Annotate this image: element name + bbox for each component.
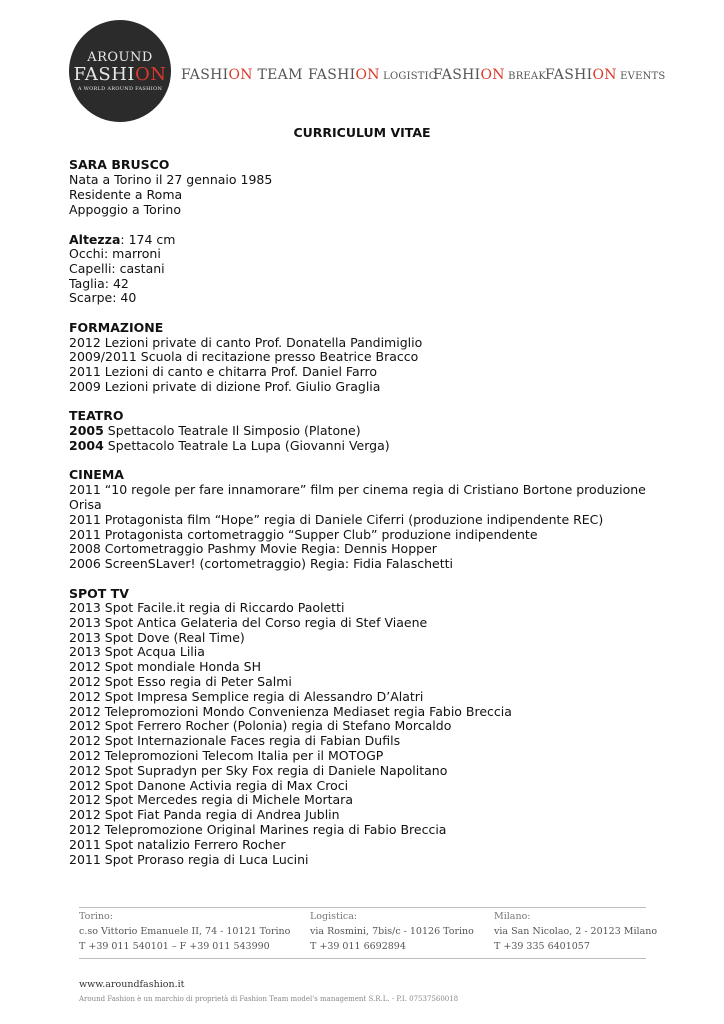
footer-office-address: c.so Vittorio Emanuele II, 74 - 10121 Torino [79,926,291,937]
formazione-item: 2012 Lezioni private di canto Prof. Donatella Pandimiglio [69,335,423,350]
spot-item: 2013 Spot Dove (Real Time) [69,630,245,645]
logo-line2: FASHION [73,64,167,85]
footer-office-phone: T +39 335 6401057 [494,941,590,952]
footer-office-address: via Rosmini, 7bis/c - 10126 Torino [310,926,474,937]
section-heading-spot-tv: SPOT TV [69,586,129,601]
formazione-item: 2009 Lezioni private di dizione Prof. Giulio Graglia [69,379,381,394]
spot-item: 2012 Spot Mercedes regia di Michele Mortara [69,792,353,807]
spot-item: 2013 Spot Facile.it regia di Riccardo Paoletti [69,600,345,615]
document-title: CURRICULUM VITAE [293,125,431,140]
personal-line: Appoggio a Torino [69,202,182,217]
spot-item: 2012 Spot Impresa Semplice regia di Alessandro D’Alatri [69,689,424,704]
cinema-item: 2011 Protagonista cortometraggio “Supper Club” produzione indipendente [69,527,538,542]
spot-item: 2012 Spot Danone Activia regia di Max Croci [69,778,349,793]
footer-office-city: Milano: [494,911,531,922]
formazione-item: 2009/2011 Scuola di recitazione presso Beatrice Bracco [69,349,419,364]
spot-item: 2012 Telepromozione Original Marines regia di Fabio Breccia [69,822,447,837]
spot-item: 2011 Spot natalizio Ferrero Rocher [69,837,286,852]
spot-item: 2012 Spot Supradyn per Sky Fox regia di Daniele Napolitano [69,763,448,778]
personal-line: Nata a Torino il 27 gennaio 1985 [69,172,273,187]
section-heading-cinema: CINEMA [69,467,124,482]
footer-office-address: via San Nicolao, 2 - 20123 Milano [494,926,658,937]
spot-item: 2011 Spot Proraso regia di Luca Lucini [69,852,309,867]
teatro-item: 2004 Spettacolo Teatrale La Lupa (Giovanni Verga) [69,438,390,453]
footer-office-phone: T +39 011 6692894 [310,941,406,952]
section-heading-formazione: FORMAZIONE [69,320,164,335]
formazione-item: 2011 Lezioni di canto e chitarra Prof. Daniel Farro [69,364,378,379]
brand-fashion-logistic: FASHION LOGISTIC [308,67,437,83]
spot-item: 2012 Spot Esso regia di Peter Salmi [69,674,292,689]
personal-line: Residente a Roma [69,187,183,202]
logo-tagline: A WORLD AROUND FASHION [77,86,163,92]
section-heading-teatro: TEATRO [69,408,124,423]
spot-item: 2012 Telepromozioni Telecom Italia per il MOTOGP [69,748,384,763]
spot-item: 2013 Spot Antica Gelateria del Corso regia di Stef Viaene [69,615,428,630]
teatro-item: 2005 Spettacolo Teatrale Il Simposio (Platone) [69,423,361,438]
spot-item: 2012 Spot mondiale Honda SH [69,659,261,674]
cinema-item: 2006 ScreenSLaver! (cortometraggio) Regia: Fidia Falaschetti [69,556,453,571]
brand-fashion-team: FASHION TEAM [181,67,303,83]
spot-item: 2012 Spot Fiat Panda regia di Andrea Jublin [69,807,340,822]
footer-top-divider [79,907,646,908]
attribute-line: Occhi: marroni [69,246,161,261]
spot-item: 2012 Spot Ferrero Rocher (Polonia) regia di Stefano Morcaldo [69,718,452,733]
cinema-item: 2011 “10 regole per fare innamorare” film per cinema regia di Cristiano Bortone produzione [69,482,646,497]
spot-item: 2012 Telepromozioni Mondo Convenienza Mediaset regia Fabio Breccia [69,704,512,719]
footer-bottom-divider [79,958,646,959]
person-name: SARA BRUSCO [69,157,170,172]
footer-legal-notice: Around Fashion è un marchio di proprietà di Fashion Team model's management S.R.L. - P.I. 07537560018 [79,995,459,1003]
spot-item: 2013 Spot Acqua Lilia [69,644,205,659]
spot-item: 2012 Spot Internazionale Faces regia di Fabian Dufils [69,733,401,748]
attribute-line: Capelli: castani [69,261,165,276]
brand-fashion-events: FASHION EVENTS [545,67,666,83]
footer-office-city: Torino: [79,911,113,922]
cinema-item: 2008 Cortometraggio Pashmy Movie Regia: Dennis Hopper [69,541,437,556]
around-fashion-logo [69,20,171,122]
attribute-line: Taglia: 42 [69,276,129,291]
cinema-item: 2011 Protagonista film “Hope” regia di Daniele Ciferri (produzione indipendente REC) [69,512,604,527]
cinema-item: Orisa [69,497,102,512]
footer-office-city: Logistica: [310,911,358,922]
height-line: Altezza: 174 cm [69,232,176,247]
attribute-line: Scarpe: 40 [69,290,137,305]
footer-website[interactable]: www.aroundfashion.it [79,979,185,990]
logo-line1: AROUND [87,50,153,65]
brand-fashion-break: FASHION BREAK [433,67,547,83]
footer-office-phone: T +39 011 540101 – F +39 011 543990 [79,941,270,952]
